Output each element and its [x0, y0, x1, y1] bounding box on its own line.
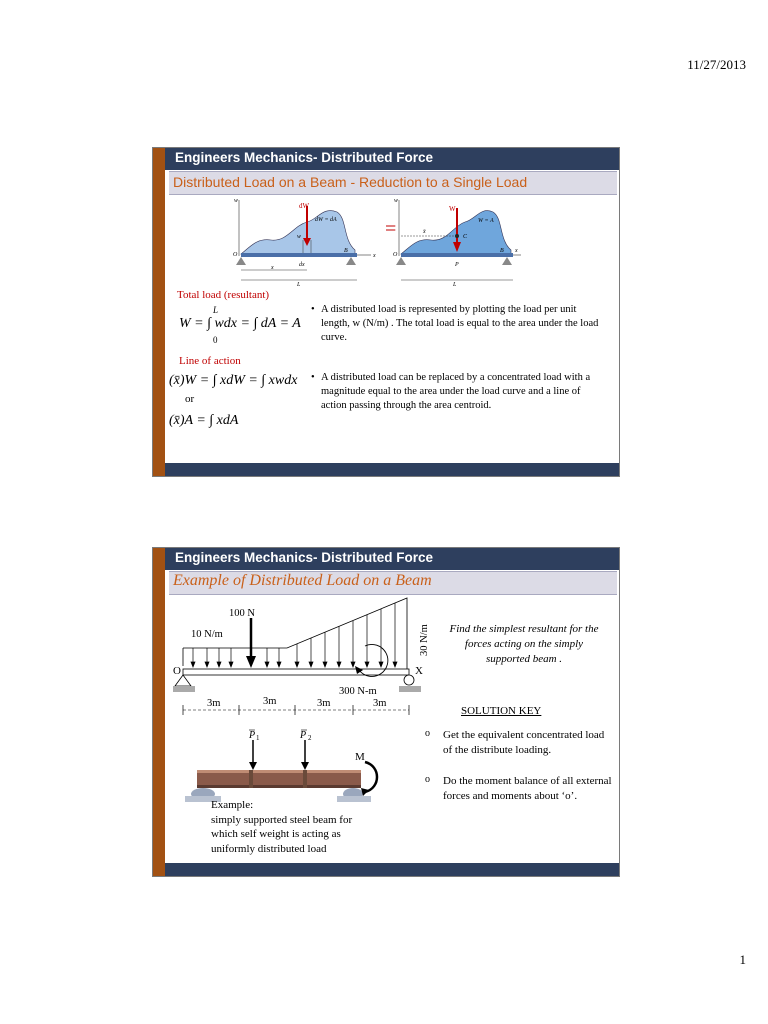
fig-left-x: x	[271, 265, 274, 271]
fig-right-C: C	[463, 234, 468, 240]
slide-footer	[165, 463, 619, 476]
fig-left-dW-label: dW	[299, 202, 310, 210]
line-of-action-label: Line of action	[179, 355, 241, 367]
fig-right-L: L	[453, 282, 457, 288]
load-10-label: 10 N/m	[191, 629, 223, 640]
fig-right-xbar: x̄	[423, 229, 426, 235]
fig-left-O: O	[233, 252, 238, 258]
span-label-1: 3m	[207, 698, 221, 709]
point-load-label: 100 N	[229, 608, 255, 619]
slide-subtitle: Example of Distributed Load on a Beam	[173, 572, 432, 589]
or-label: or	[185, 393, 195, 405]
p1-label: P	[249, 730, 256, 741]
distributed-load-figure	[231, 196, 381, 288]
fig-left-L: L	[297, 282, 301, 288]
fig-right-P: P	[455, 262, 459, 268]
steel-beam-illustration	[183, 726, 393, 806]
equals-sign: =	[385, 218, 397, 240]
fig-right-w-label: w	[394, 198, 399, 204]
problem-statement: Find the simplest resultant for the forces acting on the simply supported beam .	[449, 623, 599, 665]
bullet-dot-2: •	[311, 372, 315, 383]
slide-subtitle-bar	[169, 171, 617, 195]
fig-right-B: B	[500, 248, 504, 254]
page-number: 1	[739, 952, 746, 967]
slide-header	[165, 148, 619, 170]
fig-left-w-small: w	[297, 234, 302, 240]
p2-subscript: 2	[308, 734, 312, 742]
point-X-label: X	[415, 665, 423, 677]
example-caption	[211, 798, 352, 856]
p1-subscript: 1	[256, 734, 260, 742]
slide-subtitle: Distributed Load on a Beam - Reduction to a Single Load	[173, 174, 528, 190]
example-caption-line-3: which self weight is acting as	[211, 828, 341, 840]
step-1: Get the equivalent concentrated load of the distribute loading.	[443, 729, 605, 756]
step-bullet-2: o	[425, 774, 430, 785]
solution-key-heading: SOLUTION KEY	[461, 705, 542, 717]
fig-right-W-label: W	[449, 205, 456, 213]
fig-left-dx: dx	[299, 262, 305, 268]
bullet-dot-1: •	[311, 304, 315, 315]
slide-subtitle-bar	[169, 571, 617, 595]
slide-header-title: Engineers Mechanics- Distributed Force	[175, 150, 434, 165]
fig-right-O: O	[393, 252, 398, 258]
span-label-4: 3m	[373, 698, 387, 709]
span-label-3: 3m	[317, 698, 331, 709]
beam-load-diagram	[169, 596, 431, 724]
load-30-label: 30 N/m	[419, 624, 430, 656]
total-load-upper-limit: L	[213, 305, 219, 315]
line-of-action-equation-1: (x̄)W = ∫ xdW = ∫ xwdx	[169, 373, 298, 388]
fig-right-W-eq: W = A	[478, 218, 494, 224]
bullet-concentrated-load: A distributed load can be replaced by a concentrated load with a magnitude equal to the area under the load curve and a line of action passing through the area centroid.	[321, 372, 591, 411]
total-load-label: Total load (resultant)	[177, 289, 270, 301]
line-of-action-equation-2: (x̄)A = ∫ xdA	[169, 413, 239, 428]
slide-accent-bar	[153, 148, 165, 476]
fig-left-x-axis: x	[373, 253, 376, 259]
step-bullet-1: o	[425, 728, 430, 739]
fig-right-x-axis: x	[515, 248, 518, 254]
p2-label: P	[300, 730, 307, 741]
bullet-distributed-load: A distributed load is represented by plotting the load per unit length, w (N/m) . The total load is equal to the area under the load curve.	[321, 304, 599, 343]
page-date: 11/27/2013	[687, 57, 746, 72]
span-label-2: 3m	[263, 696, 277, 707]
equivalent-load-figure	[393, 196, 523, 288]
slide-accent-bar	[153, 548, 165, 876]
example-caption-line-1: Example:	[211, 799, 254, 811]
slide-header	[165, 548, 619, 570]
example-caption-line-2: simply supported steel beam for	[211, 813, 353, 826]
slide-distributed-load	[152, 147, 620, 477]
moment-label: 300 N-m	[339, 686, 377, 697]
total-load-lower-limit: 0	[213, 335, 218, 345]
step-2: Do the moment balance of all external forces and moments about ‘o’.	[443, 775, 612, 802]
fig-left-B: B	[344, 248, 348, 254]
example-caption-line-4: uniformly distributed load	[211, 842, 327, 855]
total-load-equation: W = ∫ wdx = ∫ dA = A	[179, 316, 301, 331]
slide-footer	[165, 863, 619, 876]
fig-left-w-label: w	[234, 198, 239, 204]
slide-header-title: Engineers Mechanics- Distributed Force	[175, 550, 434, 565]
slide-example	[152, 547, 620, 877]
moment-M-label: M	[355, 751, 365, 763]
point-O-label: O	[173, 665, 181, 677]
fig-left-dW-eq: dW = dA	[315, 217, 337, 223]
